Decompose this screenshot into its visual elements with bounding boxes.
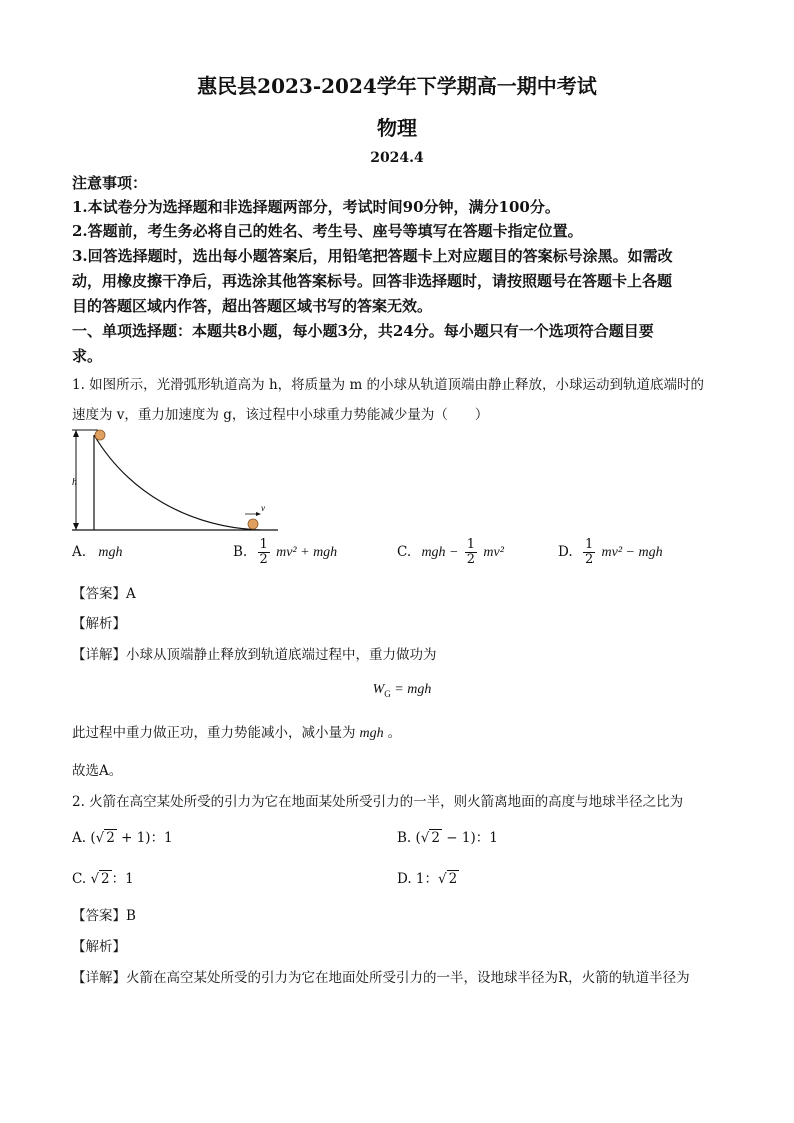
- radicand: 2: [448, 871, 458, 887]
- numerator: 1: [584, 537, 594, 552]
- q2-answer: 【答案】B: [72, 908, 136, 924]
- q1-stem-line-2: 速度为 v，重力加速度为 g，该过程中小球重力势能减少量为（ ）: [72, 407, 489, 423]
- q1-option-d: [558, 538, 663, 567]
- fraction: [465, 538, 477, 567]
- numerator: 1: [259, 537, 268, 552]
- conclusion-text: 此过程中重力做正功，重力势能减小，减小量为: [72, 725, 356, 741]
- ball-bottom-icon: [248, 519, 258, 529]
- q2-option-d: [397, 867, 459, 887]
- option-suffix: − 1)：1: [441, 830, 498, 846]
- q1-analysis: 【解析】: [72, 616, 126, 632]
- option-label: B.: [233, 544, 248, 560]
- q2-option-b: [397, 826, 498, 846]
- height-label: h: [72, 477, 77, 488]
- exam-title: 惠民县2023-2024学年下学期高一期中考试: [197, 74, 597, 98]
- radicand: 2: [101, 871, 110, 887]
- q2-option-c: [72, 867, 134, 887]
- q1-formula: [72, 678, 732, 699]
- option-suffix: + 1)：1: [116, 830, 173, 846]
- denominator: 2: [584, 552, 594, 567]
- note-item-3-line-2: 动，用橡皮擦干净后，再选涂其他答案标号。回答非选择题时，请按照题号在答题卡上各题: [72, 272, 673, 290]
- option-label: C.: [397, 544, 412, 560]
- q1-option-b: [233, 538, 337, 567]
- note-item-2: 2.答题前，考生务必将自己的姓名、考生号、座号等填写在答题卡指定位置。: [72, 222, 583, 240]
- conclusion-period: 。: [387, 725, 402, 741]
- option-expression-pre: mgh −: [421, 545, 459, 560]
- sqrt-icon: √: [438, 871, 447, 887]
- formula-subscript: G: [384, 689, 391, 700]
- formula-lhs: W: [372, 682, 385, 697]
- fraction: [258, 538, 270, 567]
- option-label: A.: [72, 544, 87, 560]
- arrow-up-icon: [73, 430, 79, 437]
- q1-option-c: [397, 538, 504, 567]
- denominator: 2: [466, 552, 476, 567]
- q2-analysis: 【解析】: [72, 939, 126, 955]
- q1-stem-line-1: 1. 如图所示，光滑弧形轨道高为 h，将质量为 m 的小球从轨道顶端由静止释放，小球运动到轨道底端时的: [72, 377, 705, 393]
- option-expression: mgh: [98, 545, 123, 560]
- radicand: 2: [431, 830, 440, 846]
- option-label: D.: [558, 544, 573, 560]
- q1-detail: 【详解】小球从顶端静止释放到轨道底端过程中，重力做功为: [72, 647, 437, 663]
- section-1-heading: 一、单项选择题：本题共8小题，每小题3分，共24分。每小题只有一个选项符合题目要: [72, 322, 654, 340]
- q1-option-a: [72, 544, 122, 561]
- fraction: [583, 538, 595, 567]
- sqrt-icon: √: [95, 830, 105, 846]
- option-prefix: C.: [72, 871, 91, 887]
- curved-track: [94, 435, 260, 530]
- note-item-3-line-3: 目的答题区域内作答，超出答题区域书写的答案无效。: [72, 297, 433, 315]
- radicand: 2: [106, 830, 115, 846]
- q1-answer: 【答案】A: [72, 586, 136, 602]
- option-expression: mv²: [483, 545, 504, 560]
- section-1-heading-cont: 求。: [72, 347, 103, 365]
- option-suffix: ：1: [111, 871, 134, 887]
- denominator: 2: [259, 552, 268, 567]
- velocity-label: v: [261, 503, 265, 513]
- option-expression: mv² − mgh: [601, 545, 663, 560]
- formula-rhs: = mgh: [390, 682, 432, 697]
- notes-heading: 注意事项：: [72, 174, 148, 192]
- sqrt-icon: √: [420, 830, 430, 846]
- numerator: 1: [466, 537, 476, 552]
- subject-title: 物理: [377, 116, 417, 140]
- q1-conclusion: [72, 721, 732, 742]
- q2-stem: 2. 火箭在高空某处所受的引力为它在地面某处所受引力的一半，则火箭离地面的高度与地球半径之比为: [72, 794, 684, 810]
- q1-choose: 故选A。: [72, 763, 123, 779]
- conclusion-expression: mgh: [359, 726, 384, 741]
- q2-detail: 【详解】火箭在高空某处所受的引力为它在地面处所受引力的一半，设地球半径为R，火箭的轨道半径为: [72, 970, 690, 986]
- option-prefix: B. (: [397, 830, 421, 846]
- option-prefix: D. 1：: [397, 871, 439, 887]
- ball-top-icon: [95, 430, 105, 440]
- q2-option-a: [72, 826, 173, 846]
- option-expression: mv² + mgh: [276, 545, 338, 560]
- note-item-3-line-1: 3.回答选择题时，选出每小题答案后，用铅笔把答题卡上对应题目的答案标号涂黑。如需改: [72, 247, 673, 265]
- exam-date: 2024.4: [370, 150, 424, 166]
- sqrt-icon: √: [90, 871, 100, 887]
- arrow-down-icon: [73, 523, 79, 530]
- q1-figure-track: [68, 427, 283, 535]
- option-prefix: A. (: [72, 830, 96, 846]
- note-item-1: 1.本试卷分为选择题和非选择题两部分，考试时间90分钟，满分100分。: [72, 198, 560, 216]
